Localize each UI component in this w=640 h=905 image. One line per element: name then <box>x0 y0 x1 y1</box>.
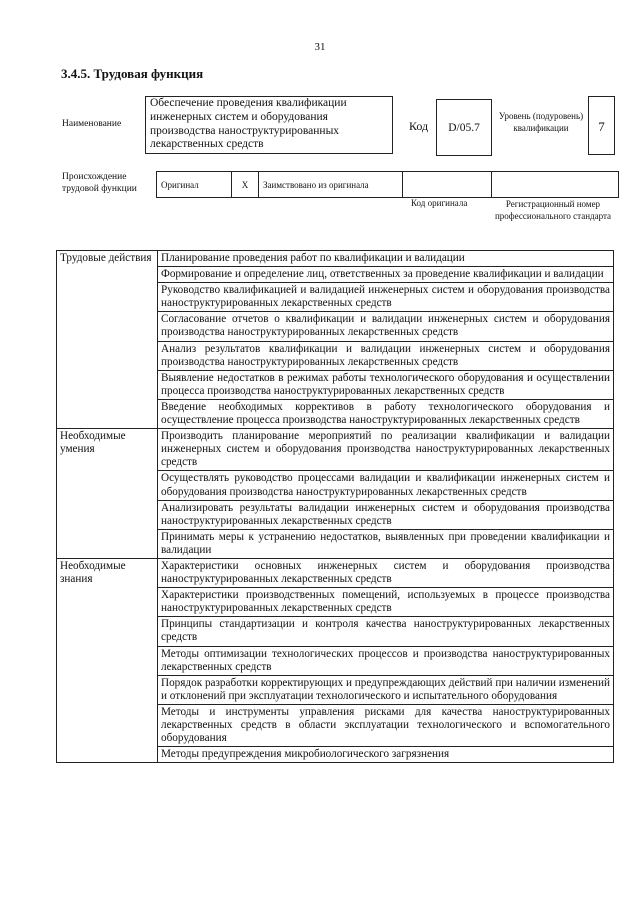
item-cell: Порядок разработки корректирующих и предупреждающих действий при наличии изменений и отклонений при эксплуатации технологического и испытательного оборудования <box>158 675 614 704</box>
level-label: Уровень (подуровень) квалификации <box>498 111 584 133</box>
item-cell: Формирование и определение лиц, ответственных за проведение квалификации и валидации <box>158 267 614 283</box>
table-row <box>57 558 614 587</box>
code-original-cell <box>403 172 492 198</box>
category-cell: Необходимые умения <box>57 429 158 559</box>
category-cell: Необходимые знания <box>57 558 158 762</box>
item-cell: Руководство квалификацией и валидацией инженерных систем и оборудования производства наноструктурированных лекарственных средств <box>158 283 614 312</box>
item-cell: Осуществлять руководство процессами валидации и квалификации инженерных систем и оборудования производства наноструктурированных лекарственных средств <box>158 471 614 500</box>
category-cell: Трудовые действия <box>57 251 158 429</box>
original-label: Оригинал <box>157 172 232 198</box>
level-value-box: 7 <box>588 96 615 155</box>
item-cell: Введение необходимых коррективов в работу технологического оборудования и осуществление процесса производства наноструктурированных лекарственных средств <box>158 399 614 428</box>
section-title: 3.4.5. Трудовая функция <box>61 66 204 81</box>
item-cell: Характеристики производственных помещений, используемых в процессе производства наноструктурированных лекарственных средств <box>158 588 614 617</box>
item-cell: Выявление недостатков в режимах работы технологического оборудования и осуществлении процесса производства наноструктурированных лекарственных средств <box>158 370 614 399</box>
name-label: Наименование <box>62 119 122 129</box>
origin-label: Происхождение трудовой функции <box>62 172 137 194</box>
function-table <box>56 250 614 763</box>
code-value-box: D/05.7 <box>436 99 492 156</box>
table-row <box>57 429 614 471</box>
item-cell: Согласование отчетов о квалификации и валидации инженерных систем и оборудования производства наноструктурированных лекарственных средств <box>158 312 614 341</box>
item-cell: Анализировать результаты валидации инженерных систем и оборудования производства наноструктурированных лекарственных средств <box>158 500 614 529</box>
origin-table <box>156 171 619 198</box>
original-mark: X <box>232 172 259 198</box>
item-cell: Принимать меры к устранению недостатков, выявленных при проведении квалификации и валидации <box>158 529 614 558</box>
name-value-box: Обеспечение проведения квалификации инженерных систем и оборудования производства наноструктурированных лекарственных средств <box>145 96 393 154</box>
item-cell: Анализ результатов квалификации и валидации инженерных систем и оборудования производства наноструктурированных лекарственных средств <box>158 341 614 370</box>
item-cell: Методы оптимизации технологических процессов и производства наноструктурированных лекарственных средств <box>158 646 614 675</box>
item-cell: Характеристики основных инженерных систем и оборудования производства наноструктурированных лекарственных средств <box>158 558 614 587</box>
table-row <box>57 251 614 267</box>
item-cell: Принципы стандартизации и контроля качества наноструктурированных лекарственных средств <box>158 617 614 646</box>
code-original-caption: Код оригинала <box>411 198 468 208</box>
item-cell: Планирование проведения работ по квалификации и валидации <box>158 251 614 267</box>
borrowed-label: Заимствовано из оригинала <box>259 172 403 198</box>
reg-number-cell <box>492 172 619 198</box>
reg-number-caption: Регистрационный номер профессионального стандарта <box>494 199 612 221</box>
code-label: Код <box>409 119 429 133</box>
item-cell: Производить планирование мероприятий по реализации квалификации и валидации инженерных систем и оборудования производства наноструктурированных лекарственных средств <box>158 429 614 471</box>
page-number: 31 <box>314 41 326 53</box>
item-cell: Методы предупреждения микробиологического загрязнения <box>158 747 614 763</box>
item-cell: Методы и инструменты управления рисками для качества наноструктурированных лекарственных средств в области эксплуатации технологического и вспомогательного оборудования <box>158 704 614 746</box>
